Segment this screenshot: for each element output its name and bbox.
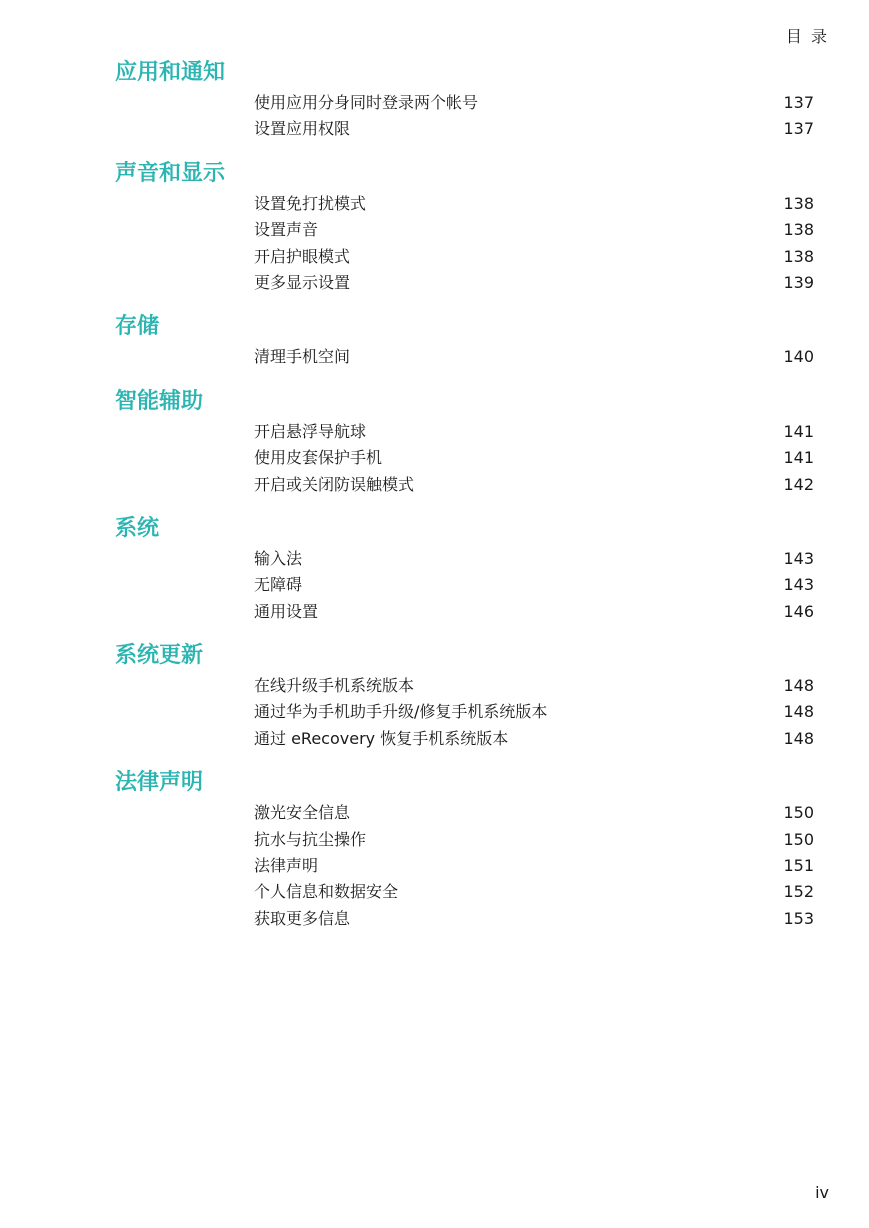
toc-entry[interactable] (0, 90, 869, 116)
entry-title: 激光安全信息 (254, 803, 351, 823)
entry-page-number: 146 (783, 601, 814, 621)
toc-entry[interactable] (0, 800, 869, 826)
toc-section (0, 512, 869, 625)
section-entries (0, 419, 869, 498)
toc-entry[interactable] (0, 599, 869, 625)
entry-page-number: 151 (783, 856, 814, 876)
toc-entry[interactable] (0, 673, 869, 699)
toc-entry[interactable] (0, 879, 869, 905)
section-title[interactable]: 声音和显示 (115, 160, 226, 186)
entry-page-number: 148 (783, 702, 814, 722)
toc-section (0, 56, 869, 143)
toc-entry[interactable] (0, 445, 869, 471)
entry-title: 使用皮套保护手机 (254, 448, 383, 468)
entry-title: 抗水与抗尘操作 (254, 829, 367, 849)
toc-entry[interactable] (0, 546, 869, 572)
section-title[interactable]: 法律声明 (115, 770, 204, 796)
section-entries (0, 546, 869, 625)
entry-page-number: 152 (783, 882, 814, 902)
entry-title: 设置应用权限 (254, 119, 351, 139)
section-entries (0, 191, 869, 297)
entry-page-number: 148 (783, 728, 814, 748)
entry-page-number: 140 (783, 347, 814, 367)
toc-entry[interactable] (0, 270, 869, 296)
entry-title: 开启护眼模式 (254, 246, 351, 266)
toc-entry[interactable] (0, 472, 869, 498)
entry-page-number: 138 (783, 193, 814, 213)
toc-section (0, 766, 869, 932)
toc-section (0, 385, 869, 498)
entry-page-number: 138 (783, 246, 814, 266)
toc-entry[interactable] (0, 827, 869, 853)
entry-page-number: 143 (783, 548, 814, 568)
entry-page-number: 150 (783, 803, 814, 823)
entry-page-number: 143 (783, 575, 814, 595)
entry-page-number: 137 (783, 119, 814, 139)
entry-page-number: 150 (783, 829, 814, 849)
table-of-contents (0, 56, 869, 946)
section-entries (0, 90, 869, 143)
page-header-title: 目 录 (785, 27, 829, 46)
toc-section (0, 157, 869, 297)
entry-title: 法律声明 (254, 856, 319, 876)
toc-entry[interactable] (0, 853, 869, 879)
entry-title: 设置声音 (254, 220, 319, 240)
entry-title: 获取更多信息 (254, 908, 351, 928)
entry-page-number: 139 (783, 272, 814, 292)
toc-entry[interactable] (0, 217, 869, 243)
section-entries (0, 800, 869, 932)
section-title[interactable]: 系统 (115, 515, 160, 541)
section-title[interactable]: 应用和通知 (115, 60, 226, 85)
toc-entry[interactable] (0, 699, 869, 725)
entry-title: 开启悬浮导航球 (254, 421, 367, 441)
toc-entry[interactable] (0, 244, 869, 270)
toc-section (0, 310, 869, 370)
section-title[interactable]: 智能辅助 (115, 388, 204, 414)
toc-entry[interactable] (0, 906, 869, 932)
entry-page-number: 137 (783, 93, 814, 112)
entry-title: 清理手机空间 (254, 347, 351, 367)
entry-page-number: 141 (783, 448, 814, 468)
entry-title: 无障碍 (254, 575, 303, 595)
page-number: iv (815, 1183, 829, 1202)
entry-title: 更多显示设置 (254, 272, 351, 292)
entry-title: 通过华为手机助手升级/修复手机系统版本 (254, 702, 548, 722)
toc-entry[interactable] (0, 116, 869, 142)
entry-title: 个人信息和数据安全 (254, 882, 399, 902)
section-entries (0, 673, 869, 752)
toc-entry[interactable] (0, 726, 869, 752)
entry-title: 设置免打扰模式 (254, 193, 367, 213)
section-title[interactable]: 存储 (115, 314, 160, 340)
toc-entry[interactable] (0, 191, 869, 217)
entry-title: 在线升级手机系统版本 (254, 676, 415, 696)
entry-page-number: 153 (783, 908, 814, 928)
entry-page-number: 148 (783, 676, 814, 696)
entry-page-number: 142 (783, 474, 814, 494)
entry-title: 通用设置 (254, 601, 319, 621)
entry-title: 通过 eRecovery 恢复手机系统版本 (254, 728, 509, 748)
section-entries (0, 344, 869, 370)
entry-page-number: 141 (783, 421, 814, 441)
entry-title: 开启或关闭防误触模式 (254, 474, 415, 494)
toc-section (0, 639, 869, 752)
entry-title: 使用应用分身同时登录两个帐号 (254, 93, 479, 112)
toc-entry[interactable] (0, 572, 869, 598)
toc-entry[interactable] (0, 419, 869, 445)
entry-title: 输入法 (254, 548, 303, 568)
toc-entry[interactable] (0, 344, 869, 370)
section-title[interactable]: 系统更新 (115, 643, 204, 669)
entry-page-number: 138 (783, 220, 814, 240)
